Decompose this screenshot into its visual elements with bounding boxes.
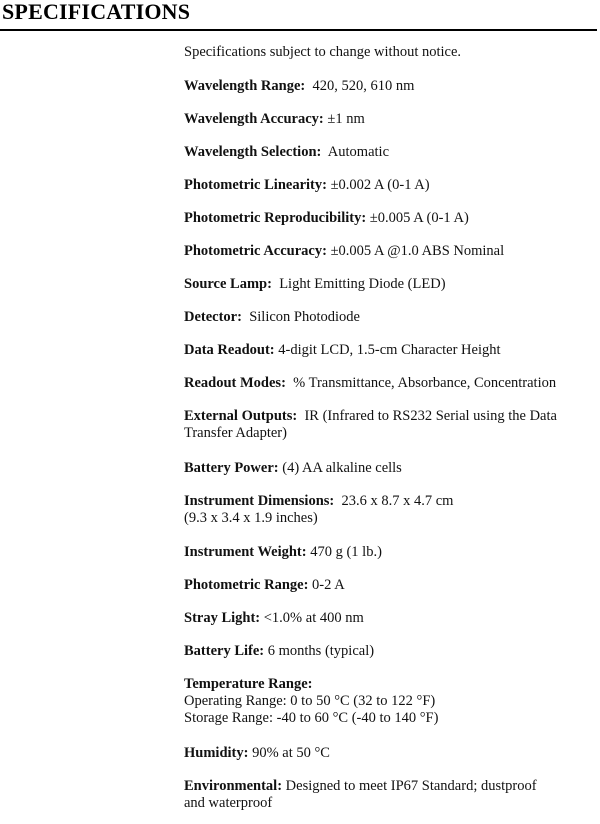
spec-item-wavelength-range bbox=[184, 78, 596, 95]
spec-label: Wavelength Selection: bbox=[184, 144, 322, 160]
spec-label: Environmental: bbox=[184, 778, 283, 794]
spec-value: (4) AA alkaline cells bbox=[282, 460, 402, 476]
spec-label: Source Lamp: bbox=[184, 276, 272, 292]
spec-item-data-readout bbox=[184, 342, 596, 359]
spec-value: <1.0% at 400 nm bbox=[263, 610, 364, 626]
title-divider bbox=[0, 29, 597, 31]
spec-label: Wavelength Range: bbox=[184, 78, 306, 94]
spec-label: Humidity: bbox=[184, 745, 249, 761]
spec-label: Battery Power: bbox=[184, 460, 279, 476]
spec-item-battery-life bbox=[184, 643, 596, 660]
spec-value-continued: (9.3 x 3.4 x 1.9 inches) bbox=[184, 510, 318, 526]
spec-item-instrument-dimensions bbox=[184, 493, 596, 527]
spec-value: ±0.005 A @1.0 ABS Nominal bbox=[330, 243, 505, 259]
spec-item-readout-modes bbox=[184, 375, 596, 392]
spec-label: Battery Life: bbox=[184, 643, 265, 659]
spec-value-continued: and waterproof bbox=[184, 795, 273, 811]
spec-value: 23.6 x 8.7 x 4.7 cm bbox=[341, 493, 454, 509]
spec-label: External Outputs: bbox=[184, 408, 298, 424]
spec-value: 6 months (typical) bbox=[267, 643, 375, 659]
spec-value: % Transmittance, Absorbance, Concentration bbox=[293, 375, 557, 391]
spec-label: Instrument Dimensions: bbox=[184, 493, 335, 509]
spec-label: Data Readout: bbox=[184, 342, 275, 358]
spec-value: ±0.005 A (0-1 A) bbox=[369, 210, 469, 226]
page-title: SPECIFICATIONS bbox=[2, 0, 191, 24]
spec-value: 470 g (1 lb.) bbox=[310, 544, 382, 560]
spec-item-detector bbox=[184, 309, 596, 326]
spec-label: Photometric Reproducibility: bbox=[184, 210, 367, 226]
spec-value-storage: Storage Range: -40 to 60 °C (-40 to 140 °F) bbox=[184, 710, 439, 726]
spec-value: 4-digit LCD, 1.5-cm Character Height bbox=[278, 342, 501, 358]
spec-value: ±0.002 A (0-1 A) bbox=[330, 177, 430, 193]
spec-label: Photometric Accuracy: bbox=[184, 243, 327, 259]
spec-value: 0-2 A bbox=[312, 577, 345, 593]
spec-value-operating: Operating Range: 0 to 50 °C (32 to 122 °F) bbox=[184, 693, 436, 709]
spec-value-continued: Transfer Adapter) bbox=[184, 425, 287, 441]
spec-label: Wavelength Accuracy: bbox=[184, 111, 324, 127]
spec-label: Stray Light: bbox=[184, 610, 261, 626]
spec-label: Readout Modes: bbox=[184, 375, 286, 391]
spec-item-source-lamp bbox=[184, 276, 596, 293]
spec-item-wavelength-accuracy bbox=[184, 111, 596, 128]
spec-item-photometric-range bbox=[184, 577, 596, 594]
intro-note: Specifications subject to change without notice. bbox=[184, 44, 462, 60]
spec-label: Photometric Range: bbox=[184, 577, 309, 593]
spec-value: Automatic bbox=[327, 144, 390, 160]
spec-value: Designed to meet IP67 Standard; dustproof bbox=[285, 778, 537, 794]
spec-item-photometric-reproducibility bbox=[184, 210, 596, 227]
spec-item-stray-light bbox=[184, 610, 596, 627]
spec-item-instrument-weight bbox=[184, 544, 596, 561]
spec-value: Light Emitting Diode (LED) bbox=[279, 276, 446, 292]
spec-label: Instrument Weight: bbox=[184, 544, 307, 560]
spec-label: Photometric Linearity: bbox=[184, 177, 327, 193]
spec-value: IR (Infrared to RS232 Serial using the Data bbox=[304, 408, 557, 424]
spec-item-photometric-accuracy bbox=[184, 243, 596, 260]
spec-item-humidity bbox=[184, 745, 596, 762]
spec-value: ±1 nm bbox=[327, 111, 365, 127]
spec-label: Detector: bbox=[184, 309, 242, 325]
spec-item-photometric-linearity bbox=[184, 177, 596, 194]
spec-value: Silicon Photodiode bbox=[249, 309, 360, 325]
spec-label: Temperature Range: bbox=[184, 676, 313, 692]
spec-value: 420, 520, 610 nm bbox=[312, 78, 415, 94]
spec-item-battery-power bbox=[184, 460, 596, 477]
spec-item-external-outputs bbox=[184, 408, 596, 442]
spec-item-wavelength-selection bbox=[184, 144, 596, 161]
spec-value: 90% at 50 °C bbox=[252, 745, 330, 761]
spec-item-temperature-range bbox=[184, 676, 596, 727]
spec-item-environmental bbox=[184, 778, 596, 812]
